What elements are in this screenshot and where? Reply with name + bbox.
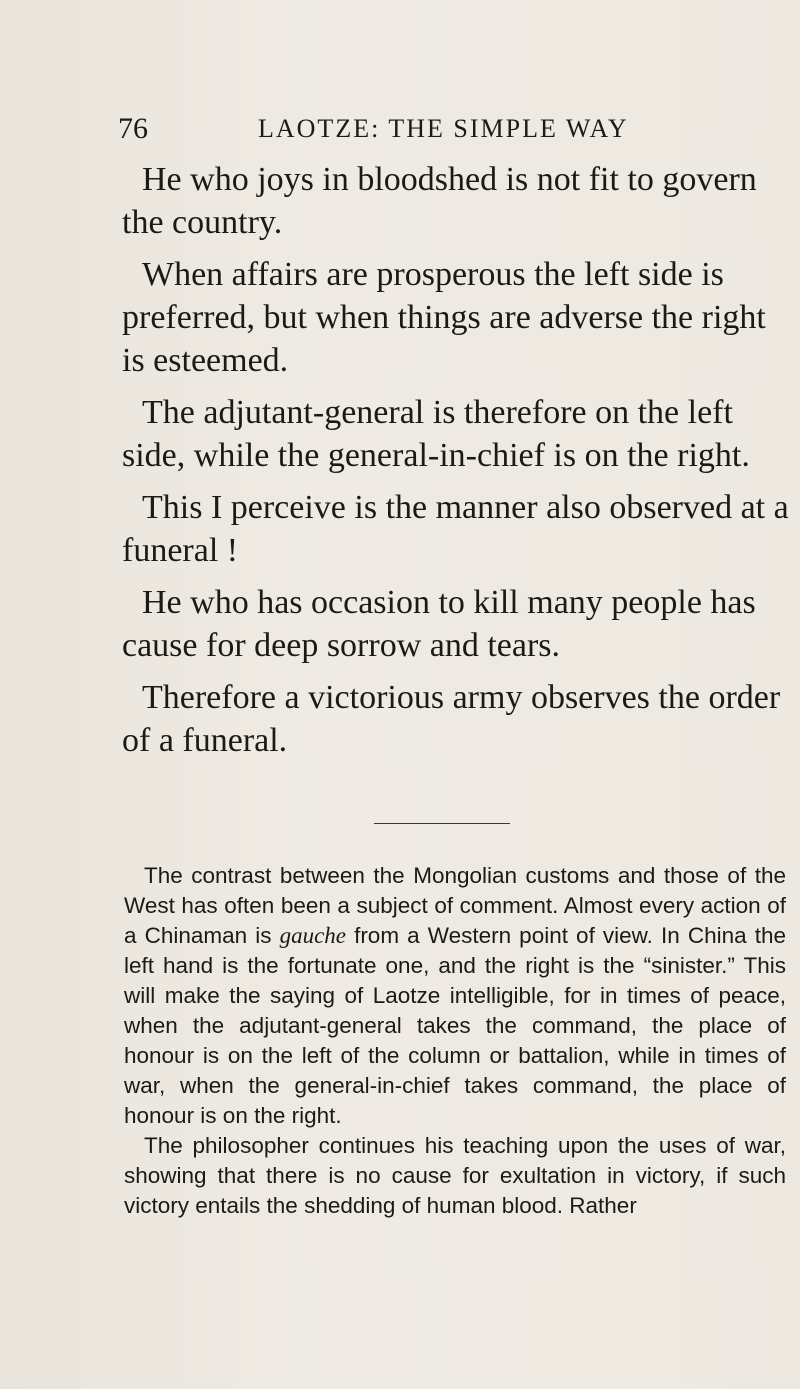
verse-paragraph: This I perceive is the manner also observed at a funeral ! — [122, 489, 789, 569]
commentary-paragraph — [124, 861, 786, 1131]
italic-term: gauche — [279, 923, 346, 948]
verse-block — [122, 158, 792, 771]
section-divider — [374, 823, 510, 824]
commentary-text: from a Western point of view. In China the left hand is the fortunate one, and the right is the “sinister.” This will make the saying of Laotze intelligible, for in times of peace, when the adjutant-general takes the command, the place of honour is on the left of the column or battalion, while in times of war, when the general-in-chief takes command, the place of honour is on the right. — [124, 923, 786, 1128]
commentary-block — [124, 861, 786, 1221]
commentary-paragraph: The philosopher continues his teaching upon the uses of war, showing that there is no cause for exultation in victory, if such victory entails the shedding of human blood. Rather — [124, 1133, 786, 1218]
verse-paragraph: He who has occasion to kill many people has cause for deep sorrow and tears. — [122, 584, 756, 664]
page-header — [118, 112, 718, 152]
verse-paragraph: He who joys in bloodshed is not fit to govern the country. — [122, 161, 757, 241]
verse-paragraph: Therefore a victorious army observes the order of a funeral. — [122, 679, 781, 759]
commentary-text: The contrast between the Mongolian customs and those of the West has often been a subject of comment. Almost every action of a Chinaman is — [124, 863, 786, 948]
verse-paragraph: When affairs are prosperous the left side is preferred, but when things are adverse the right is esteemed. — [122, 256, 766, 379]
verse-paragraph: The adjutant-general is therefore on the left side, while the general-in-chief is on the right. — [122, 394, 750, 474]
page-number: 76 — [118, 112, 148, 145]
running-head: LAOTZE: THE SIMPLE WAY — [258, 114, 629, 143]
